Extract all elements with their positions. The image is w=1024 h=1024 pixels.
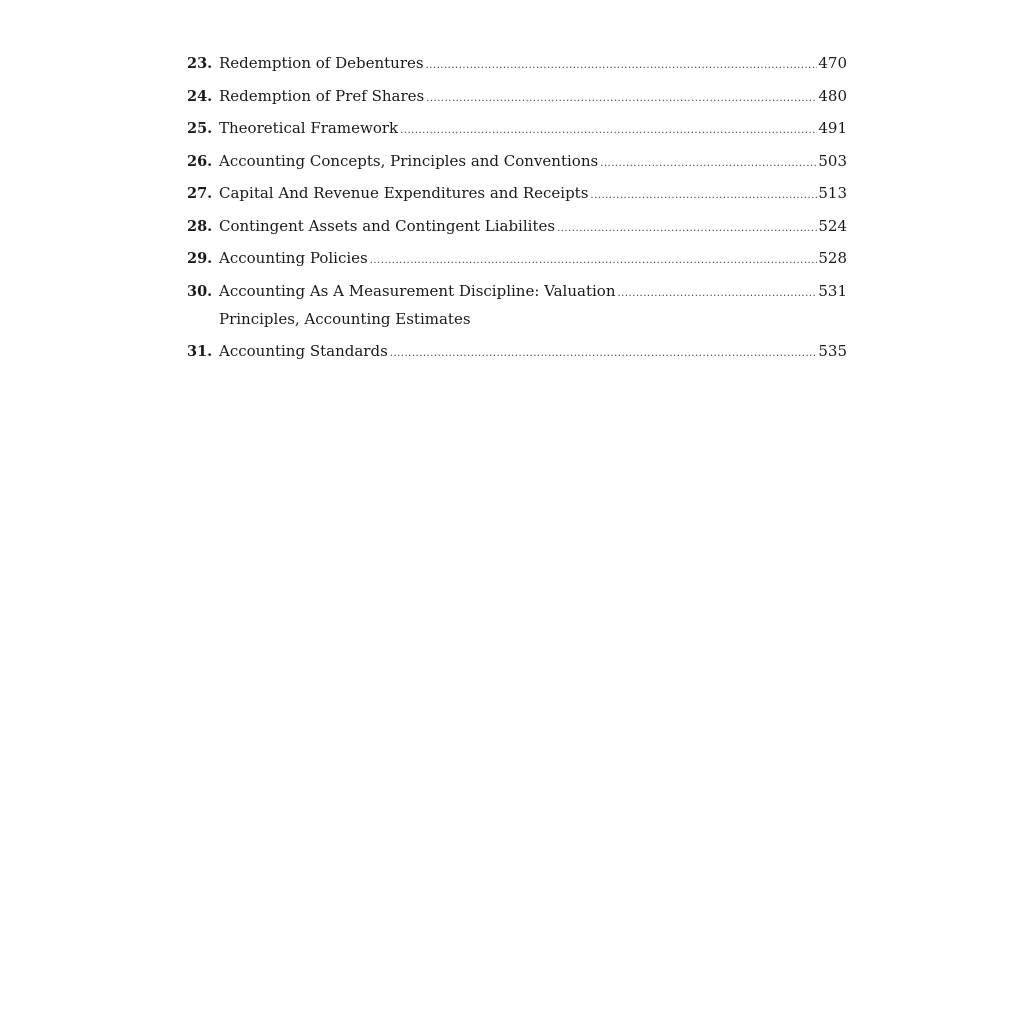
toc-entry-page[interactable]: 503 — [818, 151, 847, 170]
toc-entry-number: 24. — [187, 87, 213, 105]
dot-leader — [426, 85, 817, 112]
toc-entry-title[interactable]: Capital And Revenue Expenditures and Receipts — [219, 184, 589, 202]
toc-entry[interactable] — [187, 115, 847, 148]
toc-entry[interactable] — [187, 180, 847, 213]
toc-entry-number: 23. — [187, 55, 213, 72]
toc-entry-title[interactable]: Theoretical Framework — [219, 119, 399, 137]
toc-entry-title[interactable]: Contingent Assets and Contingent Liabilites — [219, 216, 556, 235]
toc-entry-title[interactable]: Redemption of Debentures — [219, 54, 424, 72]
toc-entry-title[interactable]: Accounting As A Measurement Discipline: Valuation — [219, 281, 616, 300]
table-of-contents — [187, 50, 847, 371]
toc-entry-page[interactable]: 491 — [818, 119, 847, 137]
toc-entry-title[interactable]: Accounting Concepts, Principles and Conventions — [219, 151, 599, 170]
toc-entry[interactable] — [187, 50, 847, 83]
toc-entry-number: 30. — [187, 282, 213, 300]
toc-entry[interactable] — [187, 83, 847, 116]
toc-entry-page[interactable]: 470 — [818, 54, 847, 72]
toc-entry-title[interactable]: Accounting Standards — [219, 342, 388, 360]
toc-entry-page[interactable]: 513 — [818, 184, 847, 202]
toc-entry-number: 31. — [187, 343, 213, 360]
dot-leader — [600, 150, 817, 177]
toc-entry-page[interactable]: 528 — [818, 249, 847, 267]
toc-entry-number: 26. — [187, 152, 213, 170]
toc-entry-number: 28. — [187, 217, 213, 235]
toc-entry-page[interactable]: 531 — [818, 281, 847, 300]
dot-leader — [390, 340, 818, 367]
toc-entry-number: 29. — [187, 250, 213, 267]
toc-entry[interactable] — [187, 338, 847, 371]
toc-entry-page[interactable]: 480 — [818, 86, 847, 105]
toc-entry-number: 27. — [187, 185, 213, 202]
toc-entry-number: 25. — [187, 120, 213, 137]
toc-entry[interactable] — [187, 278, 847, 335]
dot-leader — [590, 182, 817, 209]
toc-entry-title[interactable]: Redemption of Pref Shares — [219, 86, 425, 105]
dot-leader — [557, 215, 817, 242]
dot-leader — [617, 280, 817, 307]
toc-entry[interactable] — [187, 245, 847, 278]
dot-leader — [370, 247, 818, 274]
toc-entry-title[interactable]: Accounting Policies — [219, 249, 368, 267]
toc-entry[interactable] — [187, 213, 847, 246]
dot-leader — [426, 52, 818, 79]
toc-entry-page[interactable]: 524 — [818, 216, 847, 235]
toc-entry-page[interactable]: 535 — [818, 342, 847, 360]
dot-leader — [400, 117, 817, 144]
toc-entry-title-continuation[interactable]: Principles, Accounting Estimates — [219, 310, 471, 328]
toc-entry[interactable] — [187, 148, 847, 181]
